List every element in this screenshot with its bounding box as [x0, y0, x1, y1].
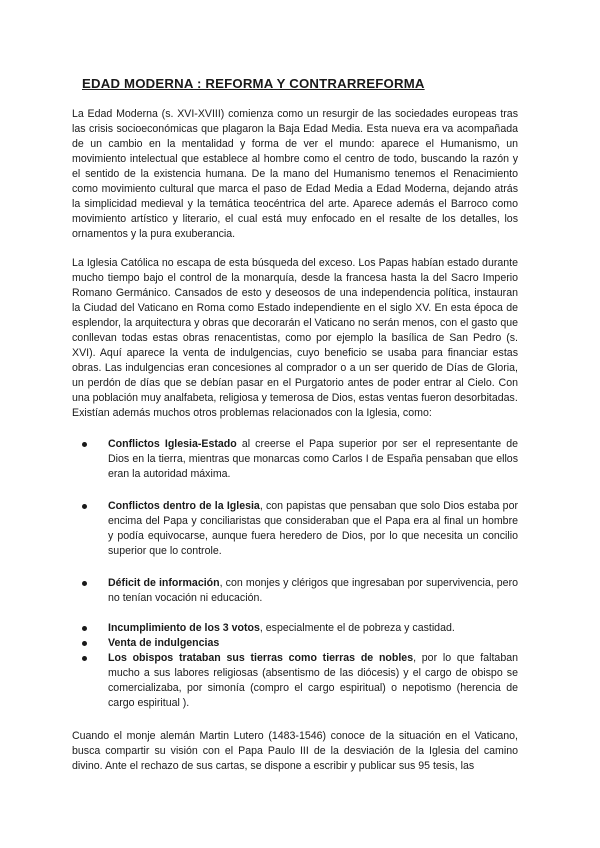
item-heading: Venta de indulgencias [108, 637, 220, 649]
item-text: , con monjes y clérigos que ingresaban por supervivencia, pero no tenían vocación ni educación. [108, 577, 518, 604]
lutero-paragraph: Cuando el monje alemán Martin Lutero (1483-1546) conoce de la situación en el Vaticano, busca compartir su visión con el Papa Paulo III de la desviación de la Iglesia del camino divino. Ante el rechazo de sus cartas, se dispone a escribir y publicar sus 95 tesis, las [72, 730, 518, 772]
iglesia-paragraph: La Iglesia Católica no escapa de esta búsqueda del exceso. Los Papas habían estado durante mucho tiempo bajo el control de la monarquía, desde la francesa hasta la del Sacro Imperio Romano Germánico. Cansados de esto y deseosos de una independencia política, instauran la Ciudad del Vaticano en Roma como Estado independiente en el siglo XV. En esta época de esplendor, la arquitectura y obras que decorarán el Vaticano no serán menos, con el gasto que conllevan todas estas obras renacentistas, como por ejemplo la basílica de San Pedro (s. XVI). Aquí aparece la venta de indulgencias, cuyo beneficio se usaba para financiar estas obras. Las indulgencias eran concesiones al comprador o a un ser querido de Días de Gloria, un perdón de días que se debían pasar en el Purgatorio antes de poder entrar al Cielo. Con una población muy analfabeta, religiosa y temerosa de Dios, estas ventas fueron desorbitadas. [72, 257, 518, 404]
bullet-icon [82, 626, 87, 631]
bullet-icon [82, 581, 87, 586]
item-text: , especialmente el de pobreza y castidad. [259, 622, 455, 634]
bullet-icon [82, 641, 87, 646]
item-text: al creerse el Papa superior por ser el representante de Dios en la tierra, mientras que monarcas como Carlos I de España pensaban que ellos eran la autoridad máxima. [108, 438, 518, 480]
bullet-icon [82, 504, 87, 509]
bullet-icon [82, 442, 87, 447]
item-heading: Conflictos Iglesia-Estado [108, 438, 237, 450]
list-item [108, 651, 518, 711]
item-heading: Los obispos trataban sus tierras como tierras de nobles [108, 652, 414, 664]
page-title: EDAD MODERNA : REFORMA Y CONTRARREFORMA [82, 76, 425, 91]
item-heading: Conflictos dentro de la Iglesia [108, 500, 260, 512]
item-heading: Déficit de información [108, 577, 220, 589]
list-item [108, 636, 518, 651]
item-text: , por lo que faltaban mucho a sus labores religiosas (absentismo de las diócesis) y el cargo de obispo se comercializaba, por simonía (compro el cargo espiritual) o nepotismo (herencia de cargo espiritual ). [108, 652, 518, 709]
item-text: , con papistas que pensaban que solo Dios estaba por encima del Papa y conciliaristas que consideraban que el Papa era al final un hombre y podía equivocarse, aunque fuera heredero de Dios, por lo que necesita un concilio superior que lo controle. [108, 500, 518, 557]
item-heading: Incumplimiento de los 3 votos [108, 622, 260, 634]
list-item [108, 437, 518, 482]
problems-list [72, 437, 518, 711]
list-item [108, 576, 518, 606]
intro-paragraph: La Edad Moderna (s. XVI-XVIII) comienza como un resurgir de las sociedades europeas tras las crisis socioeconómicas que plagaron la Baja Edad Media. Esta nueva era va acompañada de un cambio en la mentalidad y forma de ver el mundo: aparece el Humanismo, un movimiento intelectual que establece al hombre como el centro de todo, buscando la razón y el sentido de la existencia humana. De la mano del Humanismo tenemos el Renacimiento como movimiento cultural que marca el paso de Edad Media a Edad Moderna, dejando atrás la simplicidad medieval y la temática teocéntrica del arte. Aparece además el Barroco como movimiento artístico y literario, el cual está muy enfocado en el resalte de los detalles, los ornamentos y la pura exuberancia. [72, 108, 518, 240]
list-item [108, 499, 518, 559]
problems-lead-in: Existían además muchos otros problemas relacionados con la Iglesia, como: [72, 407, 432, 419]
list-item [108, 621, 518, 636]
bullet-icon [82, 656, 87, 661]
